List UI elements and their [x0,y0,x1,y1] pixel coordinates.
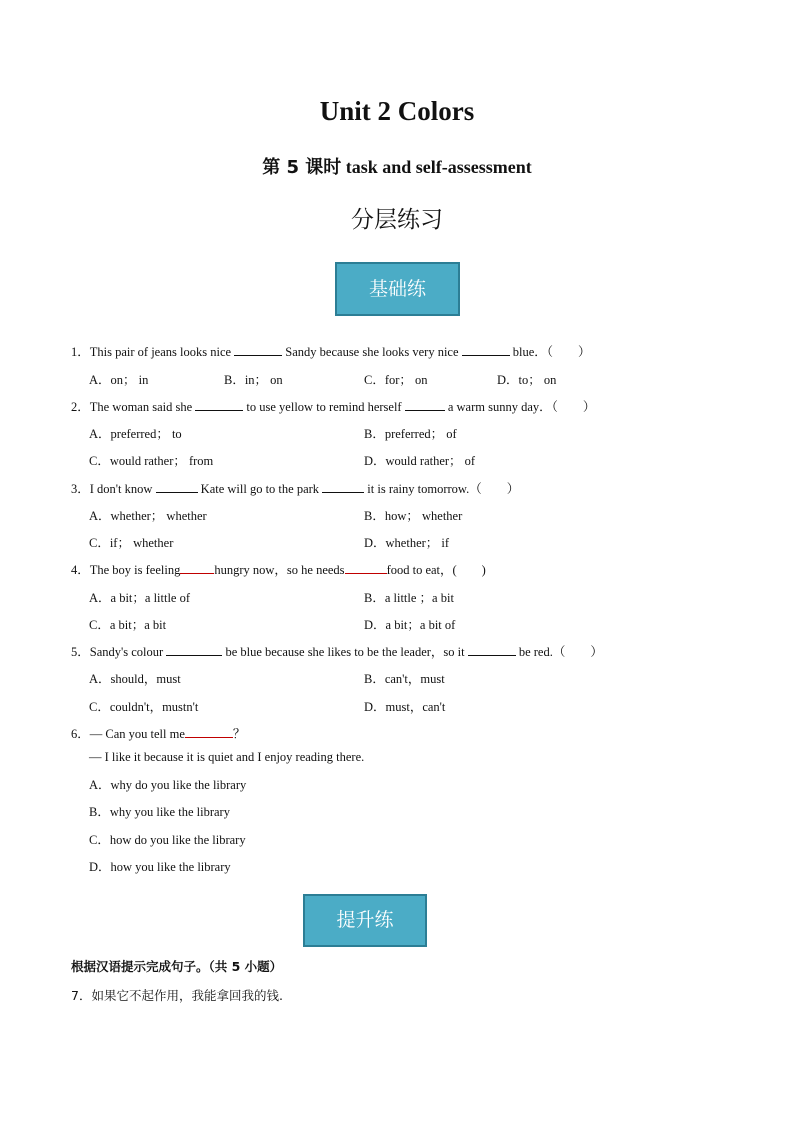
q1-option-a[interactable]: A．on； in [89,373,149,387]
lesson-subtitle [0,153,794,179]
q4-option-b[interactable]: B．a little ；a bit [364,591,454,605]
q2-text-b: to use yellow to remind herself [246,400,402,414]
q1-blank-1 [234,343,282,356]
q2-text-a: 2．The woman said she [71,400,193,414]
basic-section-label [335,262,460,316]
question-3 [71,479,519,497]
advanced-instruction: 根据汉语提示完成句子。（共 5 小题） [71,959,283,974]
question-6 [71,724,245,742]
q4-text-b: hungry now，so he needs [214,563,345,577]
q2-option-d[interactable]: D．would rather； of [364,454,476,468]
advanced-section-label [303,894,427,947]
q3-option-c[interactable]: C．if； whether [89,536,174,550]
q3-text-c: it is rainy tomorrow.（ ） [367,482,520,496]
q3-option-d[interactable]: D．whether； if [364,536,450,550]
advanced-section-text: 提升练 [336,909,394,931]
q3-text-a: 3．I don't know [71,482,153,496]
q1-option-c[interactable]: C．for； on [364,373,428,387]
q1-blank-2 [462,343,510,356]
q4-text-c: food to eat，( ) [386,563,486,577]
q5-option-d[interactable]: D．must，can't [364,700,446,714]
question-1 [71,342,591,360]
page-title: Unit 2 Colors [319,96,475,126]
q3-blank-2 [322,480,364,493]
q4-blank-1 [180,561,214,574]
q6-reply: — I like it because it is quiet and I enjoy reading there. [89,750,365,764]
q1-text-b: Sandy because she looks very nice [285,345,459,359]
q3-blank-1 [156,480,198,493]
q6-text-a: 6．— Can you tell me [71,727,185,741]
q4-text-a: 4．The boy is feeling [71,563,181,577]
q1-text-c: blue．（ ） [512,345,591,359]
q5-option-b[interactable]: B．can't，must [364,672,445,686]
q2-option-c[interactable]: C．would rather； from [89,454,214,468]
q6-option-b[interactable]: B．why you like the library [89,805,230,819]
exercise-heading: 分层练习 [351,207,443,233]
q6-option-a[interactable]: A．why do you like the library [89,778,247,792]
q4-option-d[interactable]: D．a bit；a bit of [364,618,456,632]
q3-text-b: Kate will go to the park [200,482,320,496]
q5-text-b: be blue because she likes to be the leader，so it [225,645,465,659]
q4-blank-2 [345,561,387,574]
question-5 [71,642,603,660]
q5-text-a: 5．Sandy's colour [71,645,164,659]
question-4 [71,560,486,578]
q5-blank-1 [166,643,222,656]
q3-option-a[interactable]: A．whether； whether [89,509,207,523]
q5-option-c[interactable]: C．couldn't，mustn't [89,700,199,714]
q5-option-a[interactable]: A．should，must [89,672,181,686]
q2-blank-2 [405,398,445,411]
lesson-topic: task and self-assessment [345,157,532,177]
q2-blank-1 [195,398,243,411]
question-7: 7．如果它不起作用，我能拿回我的钱. [71,988,283,1003]
q5-blank-2 [468,643,516,656]
question-2 [71,397,595,415]
lesson-number: 第 5 课时 [262,157,342,178]
q4-option-a[interactable]: A．a bit；a little of [89,591,191,605]
q1-option-b[interactable]: B．in； on [224,373,283,387]
q2-option-b[interactable]: B．preferred； of [364,427,457,441]
q6-option-c[interactable]: C．how do you like the library [89,833,246,847]
q2-text-c: a warm sunny day．（ ） [447,400,596,414]
basic-section-text: 基础练 [368,278,426,300]
q1-option-d[interactable]: D．to； on [497,373,557,387]
q1-text-a: 1．This pair of jeans looks nice [71,345,232,359]
q6-blank-1 [185,725,233,738]
q3-option-b[interactable]: B．how； whether [364,509,463,523]
q5-text-c: be red.（ ） [518,645,603,659]
q2-option-a[interactable]: A．preferred； to [89,427,182,441]
q4-option-c[interactable]: C．a bit；a bit [89,618,167,632]
q6-option-d[interactable]: D．how you like the library [89,860,231,874]
q6-text-b: ？ [232,727,246,741]
